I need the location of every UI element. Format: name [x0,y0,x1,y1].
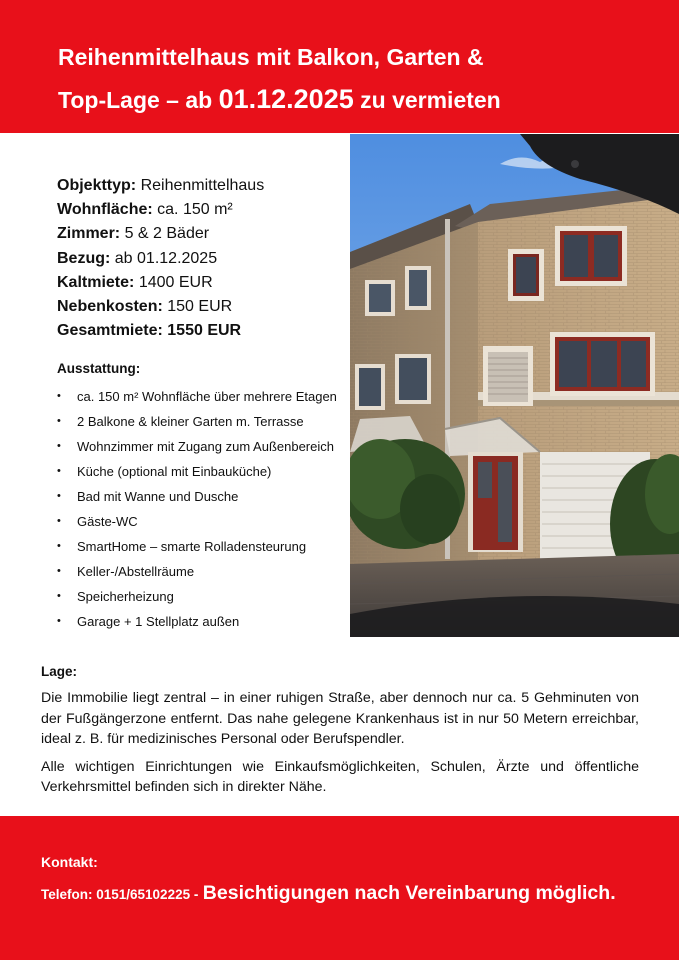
fact-wohnflaeche: Wohnfläche: ca. 150 m² [57,201,233,219]
equipment-list [57,384,349,634]
contact-line [41,882,616,905]
headline-suffix: zu vermieten [360,87,501,113]
header-banner [0,0,679,133]
list-item: • Garage + 1 Stellplatz außen [57,609,349,634]
footer-banner [0,816,679,960]
fact-objekttyp: Objekttyp: Reihenmittelhaus [57,177,265,194]
list-item: • Wohnzimmer mit Zugang zum Außenbereich [57,434,349,459]
contact-label: Kontakt: [41,854,98,870]
property-facts [57,174,347,343]
fact-bezug: Bezug: ab 01.12.2025 [57,249,218,267]
headline-line-1: Reihenmittelhaus mit Balkon, Garten & [58,44,484,70]
fact-kaltmiete: Kaltmiete: 1400 EUR [57,273,213,291]
list-item: • Gäste-WC [57,509,349,534]
headline-date: 01.12.2025 [218,84,354,114]
list-item: • Küche (optional mit Einbauküche) [57,459,349,484]
headline-prefix: Top-Lage – ab [58,87,213,113]
house-photo [350,134,679,637]
location-section [41,664,639,805]
fact-zimmer: Zimmer: 5 & 2 Bäder [57,225,210,243]
list-item: • SmartHome – smarte Rolladensteurung [57,534,349,559]
location-paragraph-2: Alle wichtigen Einrichtungen wie Einkaufsmöglichkeiten, Schulen, Ärzte und öffentliche Verkehrsmittel befinden sich in direkter Nähe. [41,758,639,795]
list-item: • Bad mit Wanne und Dusche [57,484,349,509]
location-title: Lage: [41,664,78,679]
viewing-note: Besichtigungen nach Vereinbarung möglich. [202,882,616,904]
list-item: • 2 Balkone & kleiner Garten m. Terrasse [57,409,349,434]
location-paragraph-1: Die Immobilie liegt zentral – in einer ruhigen Straße, aber dennoch nur ca. 5 Gehminuten von der Fußgängerzone entfernt. Das nahe gelegene Krankenhaus ist in nur 50 Metern erreichbar, ideal z. B. für medizinisches Personal oder Berufspendler. [41,690,639,747]
equipment-title: Ausstattung: [57,361,141,376]
fact-nebenkosten: Nebenkosten: 150 EUR [57,298,233,316]
list-item: • ca. 150 m² Wohnfläche über mehrere Etagen [57,384,349,409]
fact-gesamtmiete: Gesamtmiete: 1550 EUR [57,322,242,340]
headline-line-2 [58,84,501,115]
phone-number[interactable]: Telefon: 0151/65102225 - [41,887,199,902]
list-item: • Speicherheizung [57,584,349,609]
list-item: • Keller-/Abstellräume [57,559,349,584]
